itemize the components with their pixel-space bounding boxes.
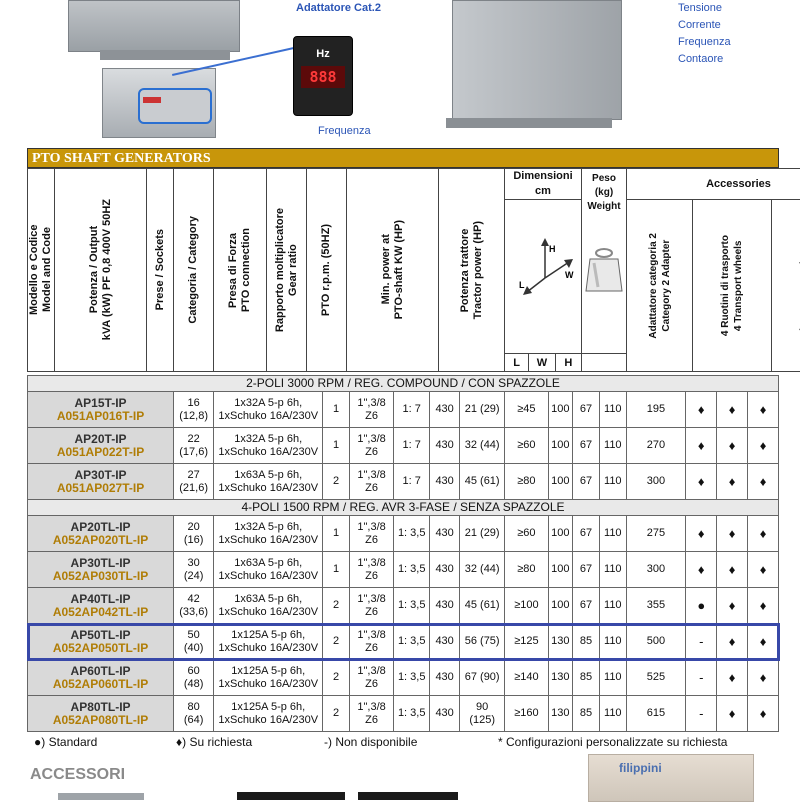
cell: 67 bbox=[573, 464, 600, 500]
meter-unit: Hz bbox=[306, 48, 340, 62]
acc-cell: ♦ bbox=[748, 552, 779, 588]
model-code: A051AP022T-IP bbox=[28, 446, 173, 459]
cell: 85 bbox=[573, 660, 600, 696]
cell: 1: 3,5 bbox=[394, 516, 430, 552]
cell: 2 bbox=[323, 624, 350, 660]
cell: 2 bbox=[323, 588, 350, 624]
model-name: AP30T-IP bbox=[28, 469, 173, 482]
output-cell: 16 (12,8) bbox=[174, 392, 214, 428]
cell: ≥160 bbox=[505, 696, 548, 732]
cell: ≥80 bbox=[505, 552, 548, 588]
cell: 300 bbox=[626, 464, 686, 500]
spec-table-body bbox=[27, 375, 779, 732]
sockets-cell: 1x63A 5-p 6h, 1xSchuko 16A/230V bbox=[214, 588, 323, 624]
cell: 430 bbox=[430, 516, 460, 552]
accessory-image-4 bbox=[588, 754, 754, 802]
function-item: Corrente bbox=[678, 17, 731, 34]
model-cell bbox=[28, 428, 174, 464]
cell: 1: 7 bbox=[394, 464, 430, 500]
cell: 100 bbox=[548, 516, 573, 552]
acc-cell: ♦ bbox=[717, 588, 748, 624]
cell: 100 bbox=[548, 464, 573, 500]
cell: 110 bbox=[599, 464, 626, 500]
dimensions-diagram bbox=[505, 200, 582, 354]
cell: 430 bbox=[430, 660, 460, 696]
cell: 430 bbox=[430, 696, 460, 732]
table-row bbox=[28, 392, 779, 428]
acc-cell: ♦ bbox=[686, 428, 717, 464]
cell: 67 bbox=[573, 552, 600, 588]
panel-led bbox=[143, 97, 161, 103]
cell: 67 bbox=[573, 516, 600, 552]
table-row bbox=[28, 588, 779, 624]
cell: 45 (61) bbox=[460, 588, 505, 624]
cell: 90 (125) bbox=[460, 696, 505, 732]
acc-cell: ♦ bbox=[748, 516, 779, 552]
cell: 1 bbox=[323, 552, 350, 588]
model-name: AP30TL-IP bbox=[28, 557, 173, 570]
model-cell bbox=[28, 516, 174, 552]
cell: 130 bbox=[548, 624, 573, 660]
model-code: A052AP030TL-IP bbox=[28, 570, 173, 583]
col-acc2: 4 Ruotini di trasporto 4 Transport wheels bbox=[693, 200, 772, 372]
meter-display: 888 bbox=[301, 66, 345, 88]
col-acc1: Adattatore categoria 2 Category 2 Adapter bbox=[627, 200, 693, 372]
acc-cell: - bbox=[686, 696, 717, 732]
sockets-cell: 1x32A 5-p 6h, 1xSchuko 16A/230V bbox=[214, 428, 323, 464]
cell: 1 bbox=[323, 392, 350, 428]
model-name: AP80TL-IP bbox=[28, 701, 173, 714]
model-name: AP15T-IP bbox=[28, 397, 173, 410]
col-pto: Presa di Forza PTO connection bbox=[214, 169, 267, 372]
dimension-axes-icon bbox=[505, 200, 581, 348]
acc-cell: ♦ bbox=[748, 428, 779, 464]
sockets-cell: 1x125A 5-p 6h, 1xSchuko 16A/230V bbox=[214, 660, 323, 696]
cell: 1 bbox=[323, 428, 350, 464]
brand-logo: filippini bbox=[619, 761, 662, 775]
col-tractor: Potenza trattore Tractor power (HP) bbox=[439, 169, 505, 372]
model-cell bbox=[28, 392, 174, 428]
acc-cell: ♦ bbox=[748, 392, 779, 428]
acc-cell: ♦ bbox=[717, 552, 748, 588]
acc-cell: ♦ bbox=[748, 624, 779, 660]
pto-cell: 1",3/8 Z6 bbox=[349, 428, 393, 464]
adapter-label: Adattatore Cat.2 bbox=[296, 2, 381, 14]
cell: 275 bbox=[626, 516, 686, 552]
model-code: A052AP050TL-IP bbox=[28, 642, 173, 655]
model-code: A051AP016T-IP bbox=[28, 410, 173, 423]
axis-l-label: L bbox=[519, 280, 525, 290]
footnote-custom: * Configurazioni personalizzate su richiesta bbox=[498, 735, 727, 749]
col-model: Modello e Codice Model and Code bbox=[28, 169, 55, 372]
model-name: AP60TL-IP bbox=[28, 665, 173, 678]
pto-cell: 1",3/8 Z6 bbox=[349, 696, 393, 732]
cell: 110 bbox=[599, 624, 626, 660]
cell: 85 bbox=[573, 696, 600, 732]
cell: 85 bbox=[573, 624, 600, 660]
sockets-cell: 1x125A 5-p 6h, 1xSchuko 16A/230V bbox=[214, 624, 323, 660]
pto-cell: 1",3/8 Z6 bbox=[349, 464, 393, 500]
cell: ≥80 bbox=[505, 464, 548, 500]
output-cell: 20 (16) bbox=[174, 516, 214, 552]
cell: 430 bbox=[430, 464, 460, 500]
cell: 1: 7 bbox=[394, 392, 430, 428]
acc-cell: ♦ bbox=[748, 464, 779, 500]
cell: 1: 3,5 bbox=[394, 588, 430, 624]
cell: 430 bbox=[430, 392, 460, 428]
cell: 615 bbox=[626, 696, 686, 732]
cell: 1: 3,5 bbox=[394, 660, 430, 696]
model-name: AP20T-IP bbox=[28, 433, 173, 446]
cell: 2 bbox=[323, 464, 350, 500]
table-row bbox=[28, 660, 779, 696]
cell: 130 bbox=[548, 696, 573, 732]
weight-icon bbox=[582, 243, 626, 303]
section-title: PTO SHAFT GENERATORS bbox=[27, 148, 779, 168]
table-row bbox=[28, 464, 779, 500]
output-cell: 27 (21,6) bbox=[174, 464, 214, 500]
output-cell: 22 (17,6) bbox=[174, 428, 214, 464]
sockets-cell: 1x63A 5-p 6h, 1xSchuko 16A/230V bbox=[214, 464, 323, 500]
cell: 130 bbox=[548, 660, 573, 696]
col-category: Categoria / Category bbox=[174, 169, 214, 372]
acc-cell: ♦ bbox=[717, 660, 748, 696]
cell: 32 (44) bbox=[460, 428, 505, 464]
pto-cell: 1",3/8 Z6 bbox=[349, 552, 393, 588]
section-row bbox=[28, 500, 779, 516]
cell: 1: 3,5 bbox=[394, 624, 430, 660]
col-gear: Rapporto moltiplicatore Gear ratio bbox=[267, 169, 307, 372]
generator-image-left bbox=[68, 0, 240, 52]
pto-cell: 1",3/8 Z6 bbox=[349, 660, 393, 696]
col-acc3 bbox=[772, 200, 800, 372]
cell: 21 (29) bbox=[460, 516, 505, 552]
model-code: A052AP060TL-IP bbox=[28, 678, 173, 691]
table-row bbox=[28, 624, 779, 660]
cell: 430 bbox=[430, 588, 460, 624]
output-cell: 30 (24) bbox=[174, 552, 214, 588]
model-cell bbox=[28, 660, 174, 696]
cell: 2 bbox=[323, 660, 350, 696]
model-cell bbox=[28, 588, 174, 624]
acc-cell: ♦ bbox=[717, 696, 748, 732]
spec-table-header bbox=[27, 168, 800, 372]
cell: 1: 7 bbox=[394, 428, 430, 464]
sockets-cell: 1x63A 5-p 6h, 1xSchuko 16A/230V bbox=[214, 552, 323, 588]
cell: 67 (90) bbox=[460, 660, 505, 696]
acc-cell: ♦ bbox=[686, 516, 717, 552]
cell: 270 bbox=[626, 428, 686, 464]
acc-cell: ♦ bbox=[748, 588, 779, 624]
cell: 100 bbox=[548, 428, 573, 464]
model-code: A052AP020TL-IP bbox=[28, 534, 173, 547]
cell: 110 bbox=[599, 660, 626, 696]
col-weight: Peso (kg) Weight bbox=[582, 169, 627, 354]
acc-cell: ● bbox=[686, 588, 717, 624]
cell: ≥140 bbox=[505, 660, 548, 696]
cell: 2 bbox=[323, 696, 350, 732]
pto-cell: 1",3/8 Z6 bbox=[349, 624, 393, 660]
output-cell: 42 (33,6) bbox=[174, 588, 214, 624]
cell: 110 bbox=[599, 696, 626, 732]
footnote-standard: ●) Standard bbox=[34, 735, 97, 749]
model-name: AP50TL-IP bbox=[28, 629, 173, 642]
model-name: AP40TL-IP bbox=[28, 593, 173, 606]
cell: 100 bbox=[548, 392, 573, 428]
cell: 67 bbox=[573, 392, 600, 428]
cell: 32 (44) bbox=[460, 552, 505, 588]
cell: 56 (75) bbox=[460, 624, 505, 660]
cell: ≥125 bbox=[505, 624, 548, 660]
dim-h-header: H bbox=[555, 354, 581, 372]
col-dimensions: Dimensioni cm bbox=[505, 169, 582, 200]
model-cell bbox=[28, 464, 174, 500]
cell: 67 bbox=[573, 588, 600, 624]
acc-cell: ♦ bbox=[717, 392, 748, 428]
acc-cell: - bbox=[686, 660, 717, 696]
meter-caption: Frequenza bbox=[318, 125, 371, 137]
cell: 300 bbox=[626, 552, 686, 588]
acc-cell: ♦ bbox=[717, 428, 748, 464]
model-code: A052AP042TL-IP bbox=[28, 606, 173, 619]
col-sockets: Prese / Sockets bbox=[147, 169, 174, 372]
col-rpm: PTO r.p.m. (50HZ) bbox=[307, 169, 347, 372]
cell: 430 bbox=[430, 552, 460, 588]
model-code: A051AP027T-IP bbox=[28, 482, 173, 495]
cell: 100 bbox=[548, 588, 573, 624]
cell: ≥45 bbox=[505, 392, 548, 428]
dim-l-header: L bbox=[505, 354, 529, 372]
footnote-request: ♦) Su richiesta bbox=[176, 735, 252, 749]
footnote-unavailable: -) Non disponibile bbox=[324, 735, 417, 749]
function-item: Frequenza bbox=[678, 34, 731, 51]
col-output: Potenza / Output kVA (kW) PF 0,8 400V 50HZ bbox=[55, 169, 147, 372]
cell: 110 bbox=[599, 428, 626, 464]
function-item: Tensione bbox=[678, 0, 731, 17]
cell: ≥60 bbox=[505, 516, 548, 552]
cell: 100 bbox=[548, 552, 573, 588]
col-accessories: Accessories bbox=[627, 169, 800, 200]
axis-h-label: H bbox=[549, 244, 556, 254]
accessory-image-1 bbox=[58, 793, 144, 800]
dim-w-header: W bbox=[529, 354, 555, 372]
generator-image-right-base bbox=[446, 118, 612, 128]
panel-highlight bbox=[138, 88, 212, 124]
acc-cell: ♦ bbox=[748, 696, 779, 732]
sockets-cell: 1x125A 5-p 6h, 1xSchuko 16A/230V bbox=[214, 696, 323, 732]
function-item: Contaore bbox=[678, 51, 731, 68]
table-row bbox=[28, 696, 779, 732]
cell: 21 (29) bbox=[460, 392, 505, 428]
model-name: AP20TL-IP bbox=[28, 521, 173, 534]
generator-image-left-base bbox=[100, 50, 230, 60]
model-cell bbox=[28, 624, 174, 660]
accessory-image-3 bbox=[358, 792, 458, 800]
model-cell bbox=[28, 696, 174, 732]
cell: 1: 3,5 bbox=[394, 552, 430, 588]
acc-cell: ♦ bbox=[717, 464, 748, 500]
section-header: 2-POLI 3000 RPM / REG. COMPOUND / CON SPAZZOLE bbox=[28, 376, 779, 392]
acc-cell: ♦ bbox=[686, 552, 717, 588]
section-row bbox=[28, 376, 779, 392]
model-code: A052AP080TL-IP bbox=[28, 714, 173, 727]
cell: 110 bbox=[599, 552, 626, 588]
cell: ≥100 bbox=[505, 588, 548, 624]
table-row bbox=[28, 428, 779, 464]
output-cell: 50 (40) bbox=[174, 624, 214, 660]
cell: 430 bbox=[430, 428, 460, 464]
cell: 1 bbox=[323, 516, 350, 552]
output-cell: 60 (48) bbox=[174, 660, 214, 696]
cell: 1: 3,5 bbox=[394, 696, 430, 732]
model-cell bbox=[28, 552, 174, 588]
cell: 110 bbox=[599, 588, 626, 624]
acc-cell: ♦ bbox=[748, 660, 779, 696]
weight-spacer bbox=[582, 354, 627, 372]
acc-cell: - bbox=[686, 624, 717, 660]
meter-functions-list bbox=[678, 0, 731, 68]
cell: 430 bbox=[430, 624, 460, 660]
cell: 195 bbox=[626, 392, 686, 428]
pto-cell: 1",3/8 Z6 bbox=[349, 516, 393, 552]
table-row bbox=[28, 552, 779, 588]
acc-cell: ♦ bbox=[717, 624, 748, 660]
cell: 45 (61) bbox=[460, 464, 505, 500]
cell: 525 bbox=[626, 660, 686, 696]
acc-cell: ♦ bbox=[686, 392, 717, 428]
pto-cell: 1",3/8 Z6 bbox=[349, 392, 393, 428]
col-minpower: Min. power at PTO-shaft KW (HP) bbox=[347, 169, 439, 372]
cell: 110 bbox=[599, 392, 626, 428]
accessory-image-2 bbox=[237, 792, 345, 800]
acc-cell: ♦ bbox=[717, 516, 748, 552]
pto-cell: 1",3/8 Z6 bbox=[349, 588, 393, 624]
cell: 500 bbox=[626, 624, 686, 660]
section-header: 4-POLI 1500 RPM / REG. AVR 3-FASE / SENZA SPAZZOLE bbox=[28, 500, 779, 516]
cell: 355 bbox=[626, 588, 686, 624]
table-row bbox=[28, 516, 779, 552]
generator-image-right bbox=[452, 0, 622, 120]
accessories-heading: ACCESSORI bbox=[30, 766, 125, 784]
cell: 110 bbox=[599, 516, 626, 552]
cell: ≥60 bbox=[505, 428, 548, 464]
axis-w-label: W bbox=[565, 270, 574, 280]
output-cell: 80 (64) bbox=[174, 696, 214, 732]
sockets-cell: 1x32A 5-p 6h, 1xSchuko 16A/230V bbox=[214, 392, 323, 428]
sockets-cell: 1x32A 5-p 6h, 1xSchuko 16A/230V bbox=[214, 516, 323, 552]
cell: 67 bbox=[573, 428, 600, 464]
acc-cell: ♦ bbox=[686, 464, 717, 500]
